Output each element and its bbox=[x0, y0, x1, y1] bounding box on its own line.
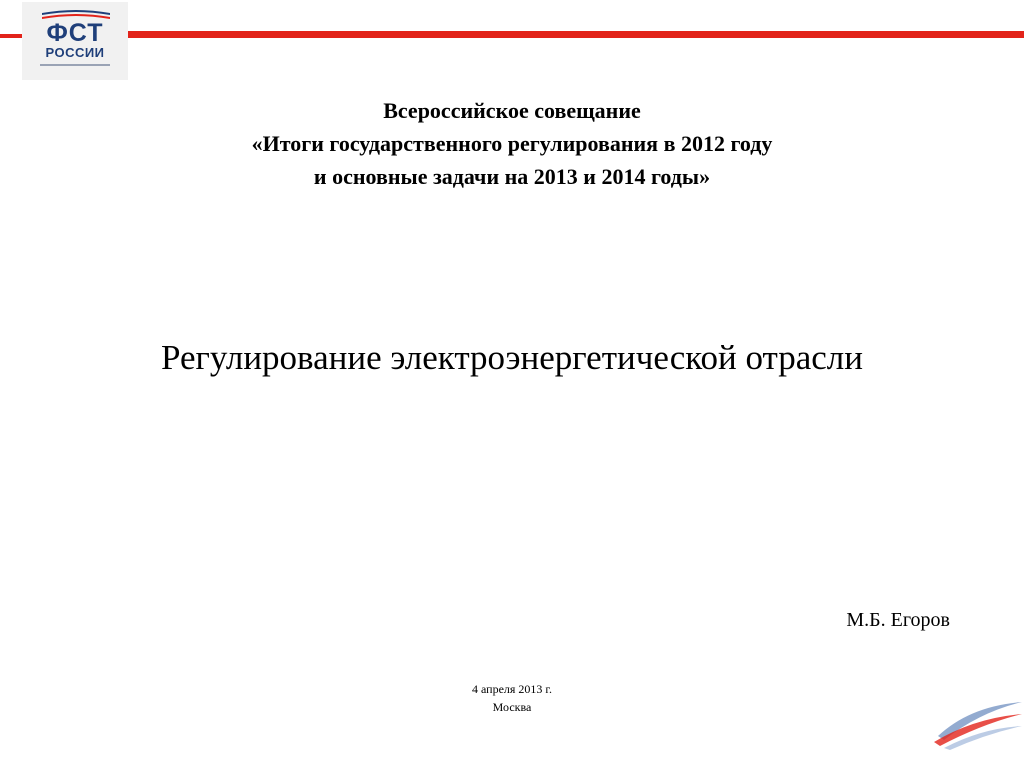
presentation-topic: Регулирование электроэнергетической отрасли bbox=[161, 338, 863, 377]
decorative-swoosh-icon bbox=[930, 696, 1024, 750]
header-red-line bbox=[128, 31, 1024, 38]
conference-title-line-2: «Итоги государственного регулирования в 2012 году bbox=[251, 131, 773, 156]
date-place-block bbox=[412, 680, 612, 716]
logo-subtitle: РОССИИ bbox=[45, 45, 105, 60]
fst-russia-logo bbox=[22, 2, 128, 80]
logo-caption-line bbox=[40, 64, 110, 66]
header-line-left bbox=[0, 34, 22, 38]
presentation-place: Москва bbox=[492, 700, 532, 714]
conference-title-line-3: и основные задачи на 2013 и 2014 годы» bbox=[313, 164, 711, 189]
logo-title: ФСТ bbox=[46, 19, 104, 47]
presentation-date: 4 апреля 2013 г. bbox=[472, 682, 552, 696]
conference-title bbox=[0, 94, 1024, 193]
author-name: М.Б. Егоров bbox=[846, 609, 950, 631]
conference-title-line-1: Всероссийское совещание bbox=[383, 98, 641, 123]
